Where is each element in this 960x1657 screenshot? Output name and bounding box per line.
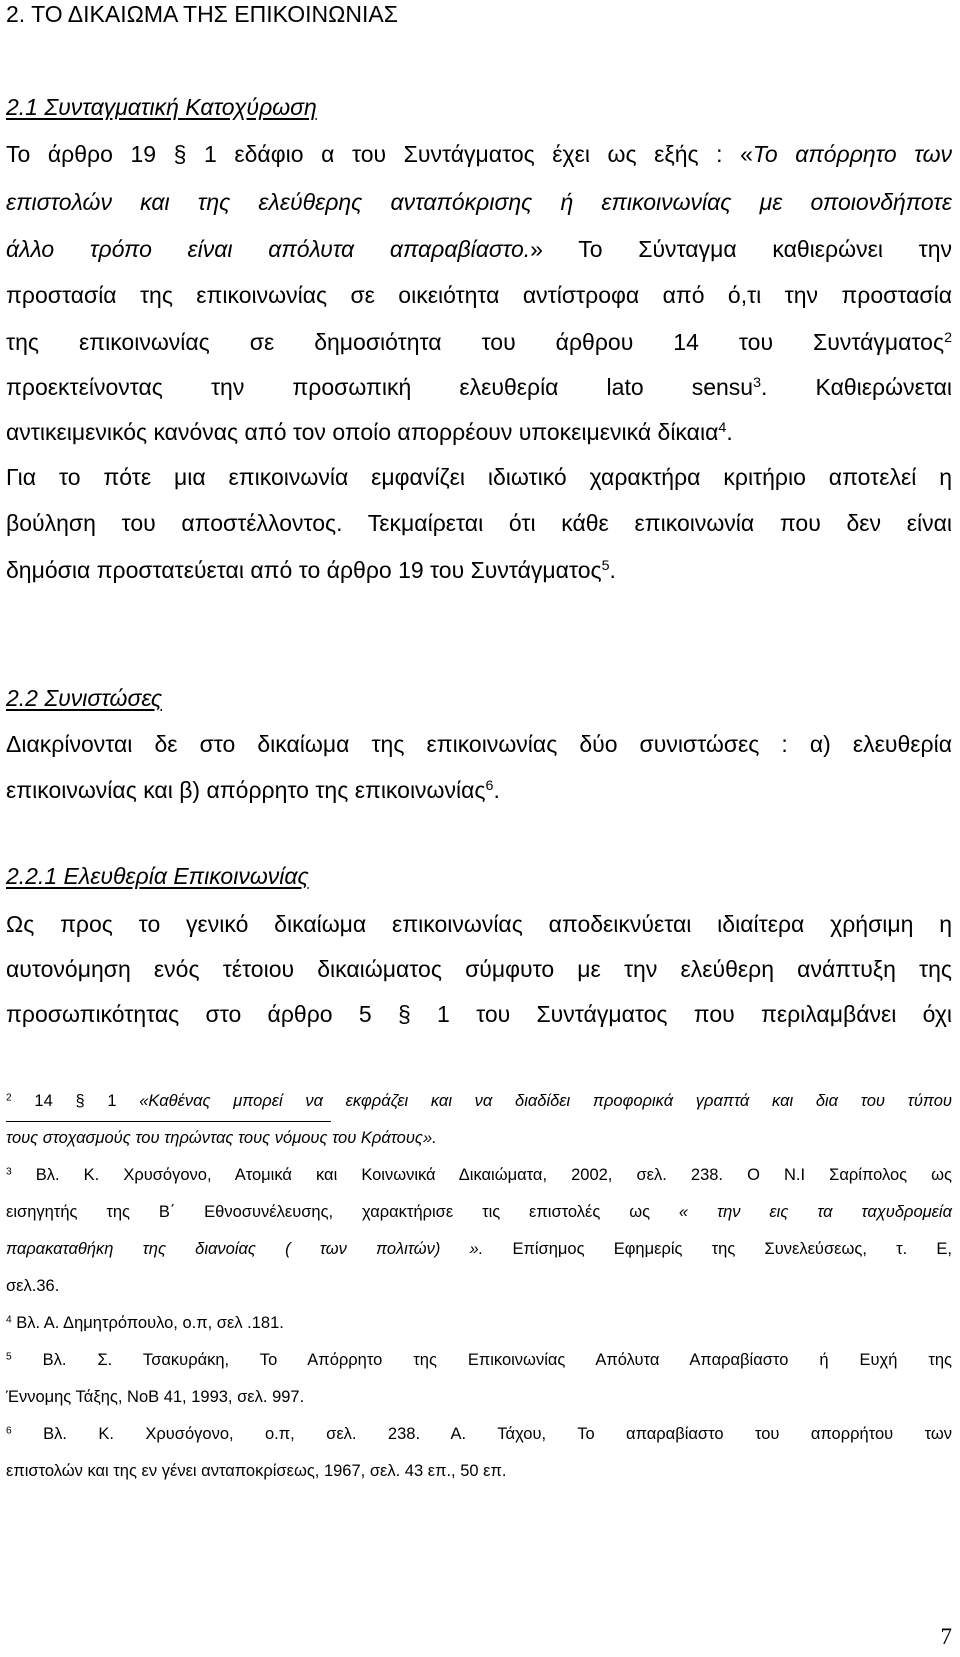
text-span: Το Σύνταγμα καθιερώνει την bbox=[542, 236, 953, 262]
footnote-number: 2 bbox=[6, 1092, 12, 1104]
footnote-ref[interactable]: 5 bbox=[601, 558, 610, 575]
text-span: . bbox=[609, 557, 616, 583]
paragraph-2-1-line: επιστολών και της ελεύθερης ανταπόκρισης ή επικοινωνίας με οποιονδήποτε bbox=[6, 189, 952, 215]
footnote-5 bbox=[6, 1349, 952, 1371]
footnote-4 bbox=[6, 1312, 952, 1334]
footnote-ref[interactable]: 4 bbox=[718, 420, 727, 437]
footnote-3-cont bbox=[6, 1238, 952, 1260]
footnote-3 bbox=[6, 1164, 952, 1186]
paragraph-2-2-line: Διακρίνονται δε στο δικαίωμα της επικοινωνίας δύο συνιστώσες : α) ελευθερία bbox=[6, 731, 952, 757]
section-symbol: § bbox=[173, 141, 187, 167]
section-symbol: § bbox=[397, 1001, 411, 1027]
text-span: 1 bbox=[84, 1092, 140, 1110]
section-title: 2. ΤΟ ΔΙΚΑΙΩΜΑ ΤΗΣ ΕΠΙΚΟΙΝΩΝΙΑΣ bbox=[6, 1, 398, 27]
paragraph-2-2-1-line bbox=[6, 1000, 952, 1028]
text-span: 14 bbox=[11, 1092, 76, 1110]
paragraph-2-1-line bbox=[6, 328, 952, 356]
footnote-5-cont: Έννομης Τάξης, ΝοΒ 41, 1993, σελ. 997. bbox=[6, 1388, 305, 1406]
footnote-6 bbox=[6, 1423, 952, 1445]
text-span: Βλ. Κ. Χρυσόγονο, ο.π, σελ. 238. Α. Τάχου, Το απαραβίαστο του απορρήτου των bbox=[11, 1425, 952, 1443]
quote-text: Το απόρρητο των bbox=[752, 141, 952, 167]
text-span: Βλ. Α. Δημητρόπουλο, ο.π, σελ .181. bbox=[11, 1314, 284, 1332]
quote-text: «Καθένας μπορεί να εκφράζει και να διαδίδει προφορικά γραπτά και δια του τύπου bbox=[139, 1092, 952, 1110]
text-span: Βλ. Κ. Χρυσόγονο, Ατομικά και Κοινωνικά Δικαιώματα, 2002, σελ. 238. Ο Ν.Ι Σαρίπολος ως bbox=[11, 1166, 952, 1184]
footnote-2-cont: τους στοχασμούς του τηρώντας τους νόμους του Κράτους». bbox=[6, 1129, 437, 1147]
quote-text: άλλο τρόπο είναι απόλυτα απαραβίαστο. bbox=[6, 236, 531, 262]
paragraph-2-1-line bbox=[6, 556, 952, 584]
paragraph-2-1-line bbox=[6, 418, 952, 446]
paragraph-2-1-line bbox=[6, 373, 952, 401]
text-span: . bbox=[726, 419, 733, 445]
footnote-3-cont: σελ.36. bbox=[6, 1277, 60, 1295]
section-symbol: § bbox=[75, 1092, 85, 1110]
footnote-number: 3 bbox=[6, 1166, 12, 1178]
quote-text: « την εις τα ταχυδρομεία bbox=[678, 1203, 952, 1221]
text-span: 1 εδάφιο α του Συντάγματος έχει ως εξής : « bbox=[186, 141, 753, 167]
text-span: αντικειμενικός κανόνας από τον οποίο απορρέουν υποκειμενικά δίκαια bbox=[6, 419, 719, 445]
text-span: Επίσημος Εφημερίς της Συνελεύσεως, τ. Ε, bbox=[483, 1240, 952, 1258]
paragraph-2-2-1-line: Ως προς το γενικό δικαίωμα επικοινωνίας αποδεικνύεται ιδιαίτερα χρήσιμη η bbox=[6, 911, 952, 937]
paragraph-2-1-line bbox=[6, 235, 952, 263]
text-span: εισηγητής της Β΄ Εθνοσυνέλευσης, χαρακτήρισε τις επιστολές ως bbox=[6, 1203, 679, 1221]
text-span: Βλ. Σ. Τσακυράκη, Το Απόρρητο της Επικοινωνίας Απόλυτα Απαραβίαστο ή Ευχή της bbox=[11, 1351, 952, 1369]
paragraph-2-1-line bbox=[6, 140, 952, 168]
text-span: της επικοινωνίας σε δημοσιότητα του άρθρου 14 του Συντάγματος bbox=[6, 329, 945, 355]
footnote-separator bbox=[6, 1121, 331, 1122]
page-number: 7 bbox=[940, 1624, 952, 1649]
text-span: 1 του Συντάγματος που περιλαμβάνει όχι bbox=[410, 1001, 952, 1027]
text-span: δημόσια προστατεύεται από το άρθρο 19 του Συντάγματος bbox=[6, 557, 602, 583]
text-span: προεκτείνοντας την προσωπική ελευθερία lato sensu bbox=[6, 374, 754, 400]
heading-2-2: 2.2 Συνιστώσες bbox=[6, 685, 163, 711]
footnote-2 bbox=[6, 1090, 952, 1112]
paragraph-2-2-1-line: αυτονόμηση ενός τέτοιου δικαιώματος σύμφυτο με την ελεύθερη ανάπτυξη της bbox=[6, 956, 952, 982]
paragraph-2-1-line: Για το πότε μια επικοινωνία εμφανίζει ιδιωτικό χαρακτήρα κριτήριο αποτελεί η bbox=[6, 464, 952, 490]
text-span: Το άρθρο 19 bbox=[6, 141, 174, 167]
footnote-number: 6 bbox=[6, 1425, 12, 1437]
text-span: προσωπικότητας στο άρθρο 5 bbox=[6, 1001, 398, 1027]
quote-text: παρακαταθήκη της διανοίας ( των πολιτών) ». bbox=[6, 1240, 484, 1258]
footnote-ref[interactable]: 2 bbox=[944, 330, 952, 347]
footnote-6-cont: επιστολών και της εν γένει ανταποκρίσεως, 1967, σελ. 43 επ., 50 επ. bbox=[6, 1462, 507, 1480]
paragraph-2-2-line bbox=[6, 776, 952, 804]
footnote-number: 5 bbox=[6, 1351, 12, 1363]
footnote-number: 4 bbox=[6, 1314, 12, 1326]
paragraph-2-1-line: βούληση του αποστέλλοντος. Τεκμαίρεται ότι κάθε επικοινωνία που δεν είναι bbox=[6, 510, 952, 536]
text-span: . Καθιερώνεται bbox=[761, 374, 952, 400]
text-span: επικοινωνίας και β) απόρρητο της επικοινωνίας bbox=[6, 777, 486, 803]
footnote-ref[interactable]: 3 bbox=[753, 375, 762, 392]
text-span: . bbox=[493, 777, 500, 803]
footnote-3-cont bbox=[6, 1201, 952, 1223]
paragraph-2-1-line: προστασία της επικοινωνίας σε οικειότητα αντίστροφα από ό,τι την προστασία bbox=[6, 282, 952, 308]
quote-mark: » bbox=[530, 236, 543, 262]
heading-2-1: 2.1 Συνταγματική Κατοχύρωση bbox=[6, 94, 317, 120]
heading-2-2-1: 2.2.1 Ελευθερία Επικοινωνίας bbox=[6, 863, 309, 889]
footnote-ref[interactable]: 6 bbox=[485, 778, 494, 795]
